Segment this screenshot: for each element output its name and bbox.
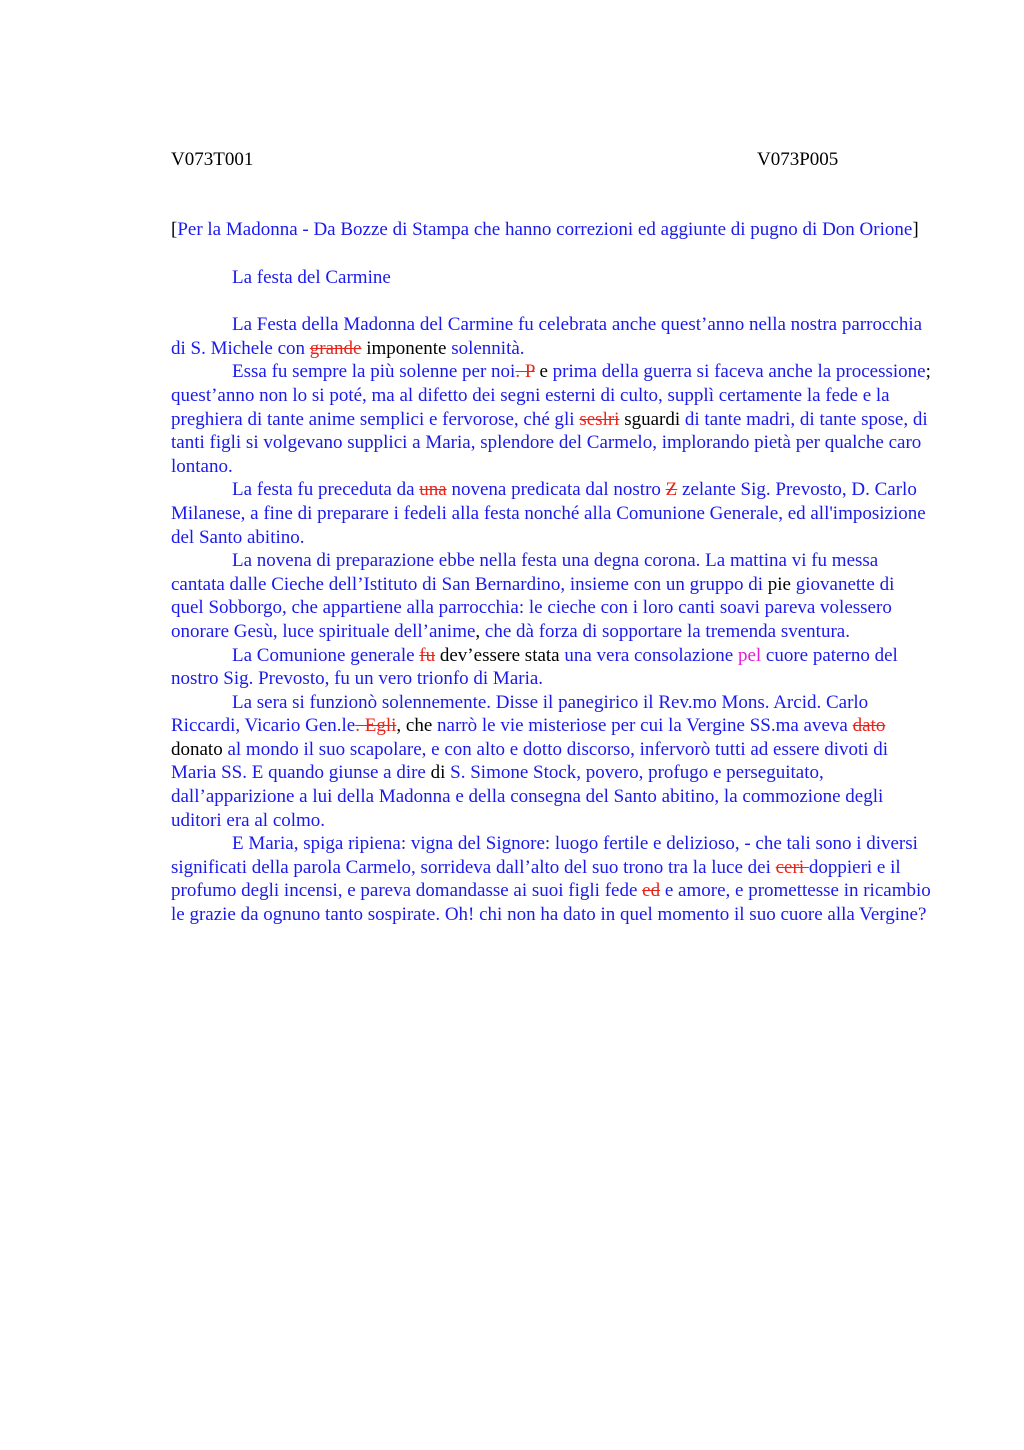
struck-correction: Z (665, 479, 678, 501)
note-open-bracket: [ (171, 219, 178, 240)
text-segment: Essa fu sempre la più solenne per noi (232, 361, 516, 383)
text-segment: narrò le vie misteriose per cui la Vergine SS.ma aveva (437, 715, 853, 737)
text-segment: zelante Sig. Prevosto, D. Carlo Milanese, a fine di preparare i fedeli alla festa nonché alla Comunione Generale, ed all'imposizione del Santo abitino. (171, 479, 926, 548)
struck-correction: . P (515, 361, 535, 383)
paragraph (171, 832, 931, 926)
page-code-right: V073P005 (757, 149, 839, 170)
text-segment: solennità. (451, 337, 525, 359)
text-segment: La festa fu preceduta da (232, 479, 420, 501)
text-segment: quest’anno non lo si poté, ma al difetto dei segni esterni di culto, supplì certamente la fede e la preghiera di tante anime semplici e fervorose, ché gli (171, 384, 890, 430)
text-segment: pie (767, 573, 796, 595)
struck-correction: seslri (579, 408, 620, 430)
paragraph (171, 478, 931, 549)
text-segment: dev’essere stata (435, 644, 565, 666)
paragraph (171, 360, 931, 478)
struck-correction: grande (309, 337, 362, 359)
text-segment: che dà forza di sopportare la tremenda sventura. (484, 620, 850, 642)
document-title: La festa del Carmine (232, 266, 391, 288)
document-code-left: V073T001 (171, 149, 254, 170)
paragraph (171, 644, 931, 691)
struck-correction: ed (642, 880, 661, 902)
paragraph (171, 691, 931, 833)
note-close-bracket: ] (912, 219, 919, 240)
struck-correction: ceri (775, 856, 809, 878)
text-segment: giovanette di quel Sobborgo, che appartiene alla parrocchia: le cieche con i loro canti soavi pareva volessero onorare Gesù, luce spirituale dell’anime (171, 573, 895, 642)
text-segment: , (475, 620, 485, 642)
text-segment: La novena di preparazione ebbe nella festa una degna corona. La mattina vi fu messa cantata dalle Cieche dell’Istituto di San Bernardino, insieme con un gruppo di (171, 550, 879, 595)
text-segment: e (534, 361, 553, 383)
editorial-note (171, 218, 931, 242)
text-segment: La Festa della Madonna del Carmine fu celebrata anche quest’anno nella nostra parrocchia di S. Michele con (171, 314, 923, 359)
struck-correction: . Egli (355, 715, 397, 737)
paragraph (171, 313, 931, 360)
text-segment: prima della guerra si faceva anche la processione (552, 361, 926, 383)
text-segment: donato (171, 738, 228, 760)
text-segment: , che (396, 715, 438, 737)
note-text: Per la Madonna - Da Bozze di Stampa che hanno correzioni ed aggiunte di pugno di Don Orione (177, 219, 913, 240)
text-segment: doppieri e il profumo degli incensi, e pareva domandasse ai suoi figli fede (171, 856, 901, 902)
paragraph (171, 549, 931, 643)
text-segment: e amore, e promettesse in ricambio le grazie da ognuno tanto sospirate. Oh! chi non ha dato in quel momento il suo cuore alla Vergine? (171, 880, 931, 926)
text-segment: imponente (361, 337, 452, 359)
text-segment: di tante madri, di tante spose, di tanti figli si volgevano supplici a Maria, splendore del Carmelo, implorando pietà per qualche caro lontano. (171, 408, 928, 477)
text-segment: una vera consolazione (564, 644, 738, 666)
text-segment: sguardi (619, 408, 685, 430)
struck-correction: una (419, 479, 447, 501)
struck-correction: fu (419, 644, 436, 666)
paragraph-list (171, 313, 931, 926)
document-body (171, 218, 931, 927)
text-segment: di (430, 762, 451, 784)
text-segment: novena predicata dal nostro (446, 479, 666, 501)
text-segment: al mondo il suo scapolare, e con alto e dotto discorso, infervorò tutti ad essere divoti di Maria SS. E quando giunse a dire (171, 738, 889, 784)
inserted-word: pel (737, 644, 762, 666)
text-segment: ; (925, 361, 931, 383)
text-segment: S. Simone Stock, povero, profugo e perseguitato, dall’apparizione a lui della Madonna e della consegna del Santo abitino, la commozione degli uditori era al colmo. (171, 762, 884, 831)
text-segment: cuore paterno del nostro Sig. Prevosto, fu un vero trionfo di Maria. (171, 644, 898, 690)
struck-correction: dato (852, 715, 886, 737)
text-segment: La Comunione generale (232, 644, 420, 666)
text-segment: E Maria, spiga ripiena: vigna del Signore: luogo fertile e delizioso, - che tali sono i diversi significati della parola Carmelo, sorrideva dall’alto del suo trono tra la luce dei (171, 833, 918, 878)
text-segment: La sera si funzionò solennemente. Disse il panegirico il Rev.mo Mons. Arcid. Carlo Riccardi, Vicario Gen.le (171, 691, 869, 737)
